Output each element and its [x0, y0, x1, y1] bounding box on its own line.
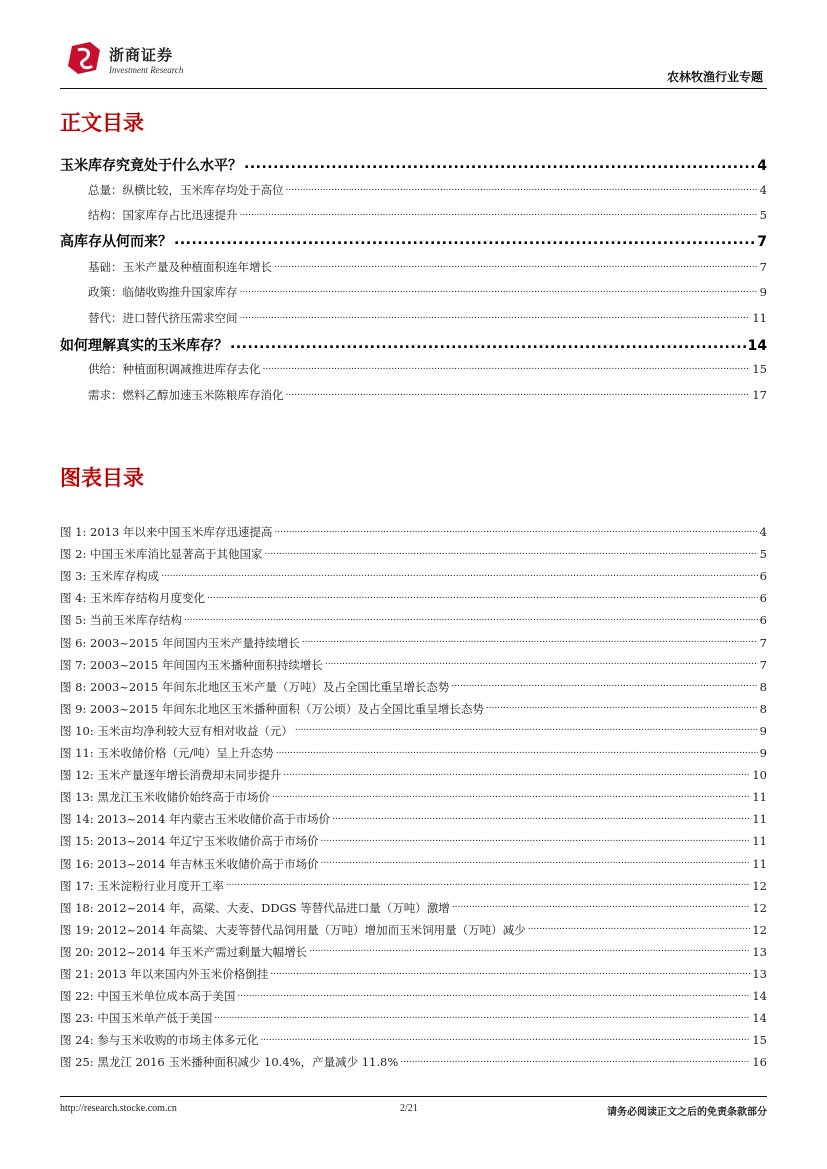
dot-leader [230, 336, 746, 350]
figure-entry-label: 图 22: 中国玉米单位成本高于美国 [60, 989, 236, 1004]
figure-entry-page: 11 [752, 856, 767, 871]
figure-entry[interactable] [60, 1010, 767, 1026]
figure-entry-label: 图 20: 2012~2014 年玉米产需过剩量大幅增长 [60, 944, 308, 959]
dot-leader [226, 878, 751, 890]
figure-entry[interactable] [60, 590, 767, 606]
figure-entry[interactable] [60, 988, 767, 1004]
dot-leader [321, 856, 751, 868]
toc-subsection-entry-label: 政策：临储收购推升国家库存 [88, 285, 238, 299]
toc-section-entry-label: 玉米库存究竟处于什么水平？ [60, 158, 242, 174]
figure-entry-page: 12 [752, 900, 767, 915]
figure-entry-page: 10 [752, 768, 767, 783]
figure-entry[interactable] [60, 811, 767, 827]
figure-entry-page: 7 [759, 657, 767, 672]
footer-url[interactable]: http://research.stocke.com.cn [60, 1103, 177, 1114]
figure-entry-page: 9 [759, 723, 767, 738]
figure-entry[interactable] [60, 524, 767, 540]
figure-entry-page: 8 [759, 679, 767, 694]
figure-entry-page: 6 [759, 569, 767, 584]
figure-entry[interactable] [60, 657, 767, 673]
figure-entry-label: 图 12: 玉米产量逐年增长消费却未同步提升 [60, 768, 282, 783]
figure-entry-label: 图 23: 中国玉米单产低于美国 [60, 1011, 213, 1026]
figure-entry[interactable] [60, 856, 767, 872]
company-logo-icon [66, 40, 102, 76]
dot-leader [283, 768, 750, 780]
figure-entry[interactable] [60, 966, 767, 982]
dot-leader [302, 635, 758, 647]
toc-subsection-entry-page: 15 [752, 362, 767, 376]
figure-entry-label: 图 15: 2013~2014 年辽宁玉米收储价高于市场价 [60, 834, 319, 849]
toc-subsection-entry[interactable] [60, 284, 767, 300]
figure-entry[interactable] [60, 878, 767, 894]
toc-subsection-entry-label: 替代：进口替代挤压需求空间 [88, 311, 238, 325]
toc-subsection-entry[interactable] [60, 387, 767, 403]
dot-leader [214, 1011, 750, 1023]
figure-entry[interactable] [60, 723, 767, 739]
dot-leader [274, 260, 758, 272]
toc-subsection-entry-page: 5 [759, 208, 767, 222]
dot-leader [161, 569, 758, 581]
figure-entry-page: 14 [752, 1011, 767, 1026]
figure-entry-page: 5 [759, 547, 767, 562]
figure-entry-page: 15 [752, 1033, 767, 1048]
toc-subsection-entry-label: 基础：玉米产量及种植面积连年增长 [88, 260, 272, 274]
report-type: 农林牧渔行业专题 [666, 70, 763, 84]
dot-leader [325, 657, 758, 669]
toc-section-entry-page: 4 [757, 158, 767, 174]
toc-subsection-entry[interactable] [60, 207, 767, 223]
toc-section-entry-page: 7 [757, 234, 767, 250]
toc-section-entry-page: 14 [747, 338, 767, 354]
figure-entry[interactable] [60, 612, 767, 628]
figure-entry-label: 图 6: 2003~2015 年间国内玉米产量持续增长 [60, 635, 300, 650]
figure-entry-page: 11 [752, 834, 767, 849]
dot-leader [528, 922, 751, 934]
logo-name-en: Investment Research [109, 65, 184, 75]
dot-leader [451, 679, 757, 691]
toc-subsection-entry-label: 结构：国家库存占比迅速提升 [88, 208, 238, 222]
figures-title: 图表目录 [60, 466, 144, 490]
toc-subsection-entry-page: 7 [759, 260, 767, 274]
dot-leader [452, 900, 751, 912]
figure-entry-label: 图 1: 2013 年以来中国玉米库存迅速提高 [60, 525, 273, 539]
toc-subsection-entry[interactable] [60, 182, 767, 198]
dot-leader [184, 613, 758, 625]
dot-leader [260, 1033, 750, 1045]
figure-entry-label: 图 19: 2012~2014 年高粱、大麦等替代品饲用量（万吨）增加而玉米饲用量（万吨）减少 [60, 922, 526, 937]
page-header [60, 40, 767, 88]
figure-entry[interactable] [60, 1054, 767, 1070]
dot-leader [295, 723, 758, 735]
figure-entry[interactable] [60, 546, 767, 562]
figure-entry[interactable] [60, 767, 767, 783]
figure-entry[interactable] [60, 900, 767, 916]
figure-entry-label: 图 21: 2013 年以来国内外玉米价格倒挂 [60, 967, 269, 981]
dot-leader [286, 183, 758, 195]
dot-leader [274, 525, 757, 537]
figure-entry[interactable] [60, 789, 767, 805]
figure-entry-page: 9 [759, 746, 767, 760]
dot-leader [240, 208, 758, 220]
toc-title: 正文目录 [60, 111, 144, 135]
figure-entry-page: 13 [752, 967, 767, 981]
toc-subsection-entry-label: 供给：种植面积调减推进库存去化 [88, 362, 261, 376]
toc-section-entry-label: 高库存从何而来？ [60, 234, 172, 250]
dot-leader [486, 701, 758, 713]
figure-entry-label: 图 10: 玉米亩均净利较大豆有相对收益（元） [60, 723, 293, 738]
dot-leader [276, 746, 758, 758]
dot-leader [240, 311, 751, 323]
figure-entry-label: 图 24: 参与玉米收购的市场主体多元化 [60, 1033, 259, 1048]
logo-name-cn: 浙商证券 [109, 46, 174, 64]
dot-leader [244, 156, 755, 170]
dot-leader [263, 362, 751, 374]
dot-leader [286, 388, 751, 400]
figure-entry-page: 14 [752, 989, 767, 1004]
figure-entry[interactable] [60, 833, 767, 849]
figure-entry[interactable] [60, 944, 767, 960]
figure-entry-label: 图 14: 2013~2014 年内蒙古玉米收储价高于市场价 [60, 812, 331, 827]
footer-divider [60, 1096, 767, 1097]
toc-subsection-entry-label: 需求：燃料乙醇加速玉米陈粮库存消化 [88, 388, 284, 402]
toc-subsection-entry-label: 总量：纵横比较，玉米库存均处于高位 [88, 183, 284, 197]
figure-entry-label: 图 17: 玉米淀粉行业月度开工率 [60, 878, 224, 893]
figure-entry-label: 图 3: 玉米库存构成 [60, 569, 160, 584]
figure-entry-page: 6 [759, 591, 767, 606]
dot-leader [270, 967, 750, 979]
figure-entry[interactable] [60, 922, 767, 938]
footer-disclaimer: 请务必阅读正文之后的免责条款部分 [607, 1107, 767, 1118]
figure-entry-label: 图 5: 当前玉米库存结构 [60, 613, 183, 628]
dot-leader [265, 547, 758, 559]
figure-entry-label: 图 16: 2013~2014 年吉林玉米收储价高于市场价 [60, 856, 319, 871]
toc-subsection-entry[interactable] [60, 259, 767, 275]
figure-entry-page: 7 [759, 635, 767, 650]
dot-leader [174, 232, 755, 246]
figure-entry-label: 图 25: 黑龙江 2016 玉米播种面积减少 10.4%，产量减少 11.8% [60, 1055, 399, 1070]
toc-section-entry[interactable] [60, 155, 767, 175]
toc-subsection-entry-page: 17 [752, 388, 767, 402]
dot-leader [240, 285, 758, 297]
toc-subsection-entry-page: 11 [752, 311, 767, 325]
figure-entry[interactable] [60, 568, 767, 584]
toc-subsection-entry-page: 9 [759, 285, 767, 299]
figure-entry-page: 6 [759, 613, 767, 628]
figure-entry-label: 图 2: 中国玉米库消比显著高于其他国家 [60, 547, 263, 562]
figure-entry-label: 图 4: 玉米库存结构月度变化 [60, 591, 206, 606]
dot-leader [207, 591, 758, 603]
figure-entry[interactable] [60, 679, 767, 695]
toc-section-entry[interactable] [60, 335, 767, 355]
toc-section-entry[interactable] [60, 231, 767, 251]
figure-entry-page: 4 [759, 525, 767, 539]
figure-entry[interactable] [60, 635, 767, 651]
figure-entry-page: 16 [752, 1055, 767, 1070]
figure-entry[interactable] [60, 1032, 767, 1048]
figure-entry-label: 图 18: 2012~2014 年，高粱、大麦、DDGS 等替代品进口量（万吨）激增 [60, 900, 450, 915]
page-number: 2/21 [400, 1103, 418, 1114]
figure-entry-label: 图 9: 2003~2015 年间东北地区玉米播种面积（万公顷）及占全国比重呈增长态势 [60, 701, 484, 716]
dot-leader [237, 989, 750, 1001]
toc-subsection-entry[interactable] [60, 310, 767, 326]
figure-entry-label: 图 8: 2003~2015 年间东北地区玉米产量（万吨）及占全国比重呈增长态势 [60, 679, 450, 694]
figure-entry-label: 图 7: 2003~2015 年间国内玉米播种面积持续增长 [60, 657, 323, 672]
toc-section-entry-label: 如何理解真实的玉米库存？ [60, 338, 228, 354]
figure-entry-page: 12 [752, 922, 767, 937]
figure-entry[interactable] [60, 701, 767, 717]
dot-leader [321, 834, 751, 846]
dot-leader [272, 790, 751, 802]
figure-entry-page: 11 [752, 812, 767, 827]
figure-entry-page: 11 [752, 790, 767, 805]
dot-leader [332, 812, 750, 824]
figure-entry[interactable] [60, 745, 767, 761]
figure-entry-label: 图 11: 玉米收储价格（元/吨）呈上升态势 [60, 746, 274, 760]
dot-leader [400, 1055, 750, 1067]
dot-leader [309, 944, 750, 956]
figure-entry-page: 13 [752, 944, 767, 959]
figure-entry-page: 8 [759, 701, 767, 716]
header-divider [60, 88, 767, 89]
figure-entry-page: 12 [752, 878, 767, 893]
toc-subsection-entry[interactable] [60, 361, 767, 377]
figure-entry-label: 图 13: 黑龙江玉米收储价始终高于市场价 [60, 790, 270, 805]
toc-subsection-entry-page: 4 [759, 183, 767, 197]
